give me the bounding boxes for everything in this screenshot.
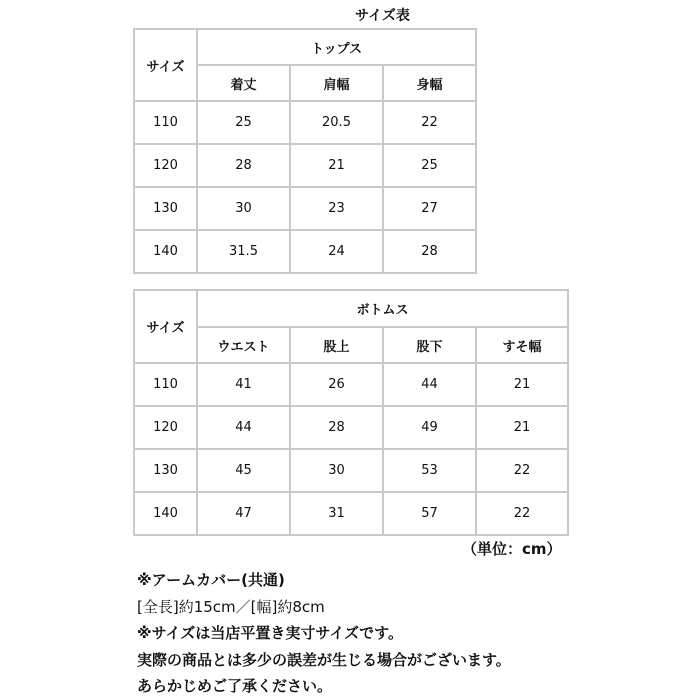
size-cell: 140 [134,492,197,535]
bottoms-group-header: ボトムス [197,290,568,327]
value-cell: 44 [197,406,290,449]
table-row [134,187,476,230]
value-cell: 47 [197,492,290,535]
value-cell: 45 [197,449,290,492]
bottoms-size-table [133,289,569,536]
size-header: サイズ [134,290,197,363]
value-cell: 53 [383,449,476,492]
size-cell: 110 [134,101,197,144]
value-cell: 25 [197,101,290,144]
table-row [134,144,476,187]
note-line: 実際の商品とは多少の誤差が生じる場合がございます。 [137,650,511,669]
value-cell: 57 [383,492,476,535]
note-line: あらかじめご了承ください。 [137,677,333,695]
value-cell: 31.5 [197,230,290,273]
size-cell: 120 [134,144,197,187]
value-cell: 23 [290,187,383,230]
size-cell: 130 [134,187,197,230]
table-row [134,101,476,144]
tops-group-header: トップス [197,29,476,65]
value-cell: 49 [383,406,476,449]
unit-note: （単位：cm） [462,540,562,558]
table-row [134,492,568,535]
value-cell: 21 [476,406,568,449]
value-cell: 22 [383,101,476,144]
value-cell: 26 [290,363,383,406]
column-header: 肩幅 [290,65,383,101]
value-cell: 21 [290,144,383,187]
column-header: すそ幅 [476,327,568,363]
column-header: ウエスト [197,327,290,363]
column-header: 股下 [383,327,476,363]
tops-size-table [133,28,477,274]
value-cell: 22 [476,492,568,535]
note-line: [全長]約15cm／[幅]約8cm [137,597,325,616]
size-cell: 120 [134,406,197,449]
table-row [134,230,476,273]
value-cell: 30 [197,187,290,230]
table-row [134,363,568,406]
value-cell: 27 [383,187,476,230]
note-line: ※アームカバー(共通) [137,571,285,589]
notes-block [137,567,511,700]
table-row [134,449,568,492]
size-cell: 110 [134,363,197,406]
column-header: 着丈 [197,65,290,101]
table-row [134,406,568,449]
size-header: サイズ [134,29,197,101]
value-cell: 30 [290,449,383,492]
page-title: サイズ表 [355,8,410,24]
note-line: ※サイズは当店平置き実寸サイズです。 [137,624,403,642]
column-header: 股上 [290,327,383,363]
value-cell: 31 [290,492,383,535]
column-header: 身幅 [383,65,476,101]
value-cell: 21 [476,363,568,406]
value-cell: 28 [197,144,290,187]
size-cell: 140 [134,230,197,273]
value-cell: 20.5 [290,101,383,144]
value-cell: 41 [197,363,290,406]
value-cell: 25 [383,144,476,187]
value-cell: 44 [383,363,476,406]
size-cell: 130 [134,449,197,492]
value-cell: 22 [476,449,568,492]
value-cell: 28 [290,406,383,449]
value-cell: 24 [290,230,383,273]
value-cell: 28 [383,230,476,273]
